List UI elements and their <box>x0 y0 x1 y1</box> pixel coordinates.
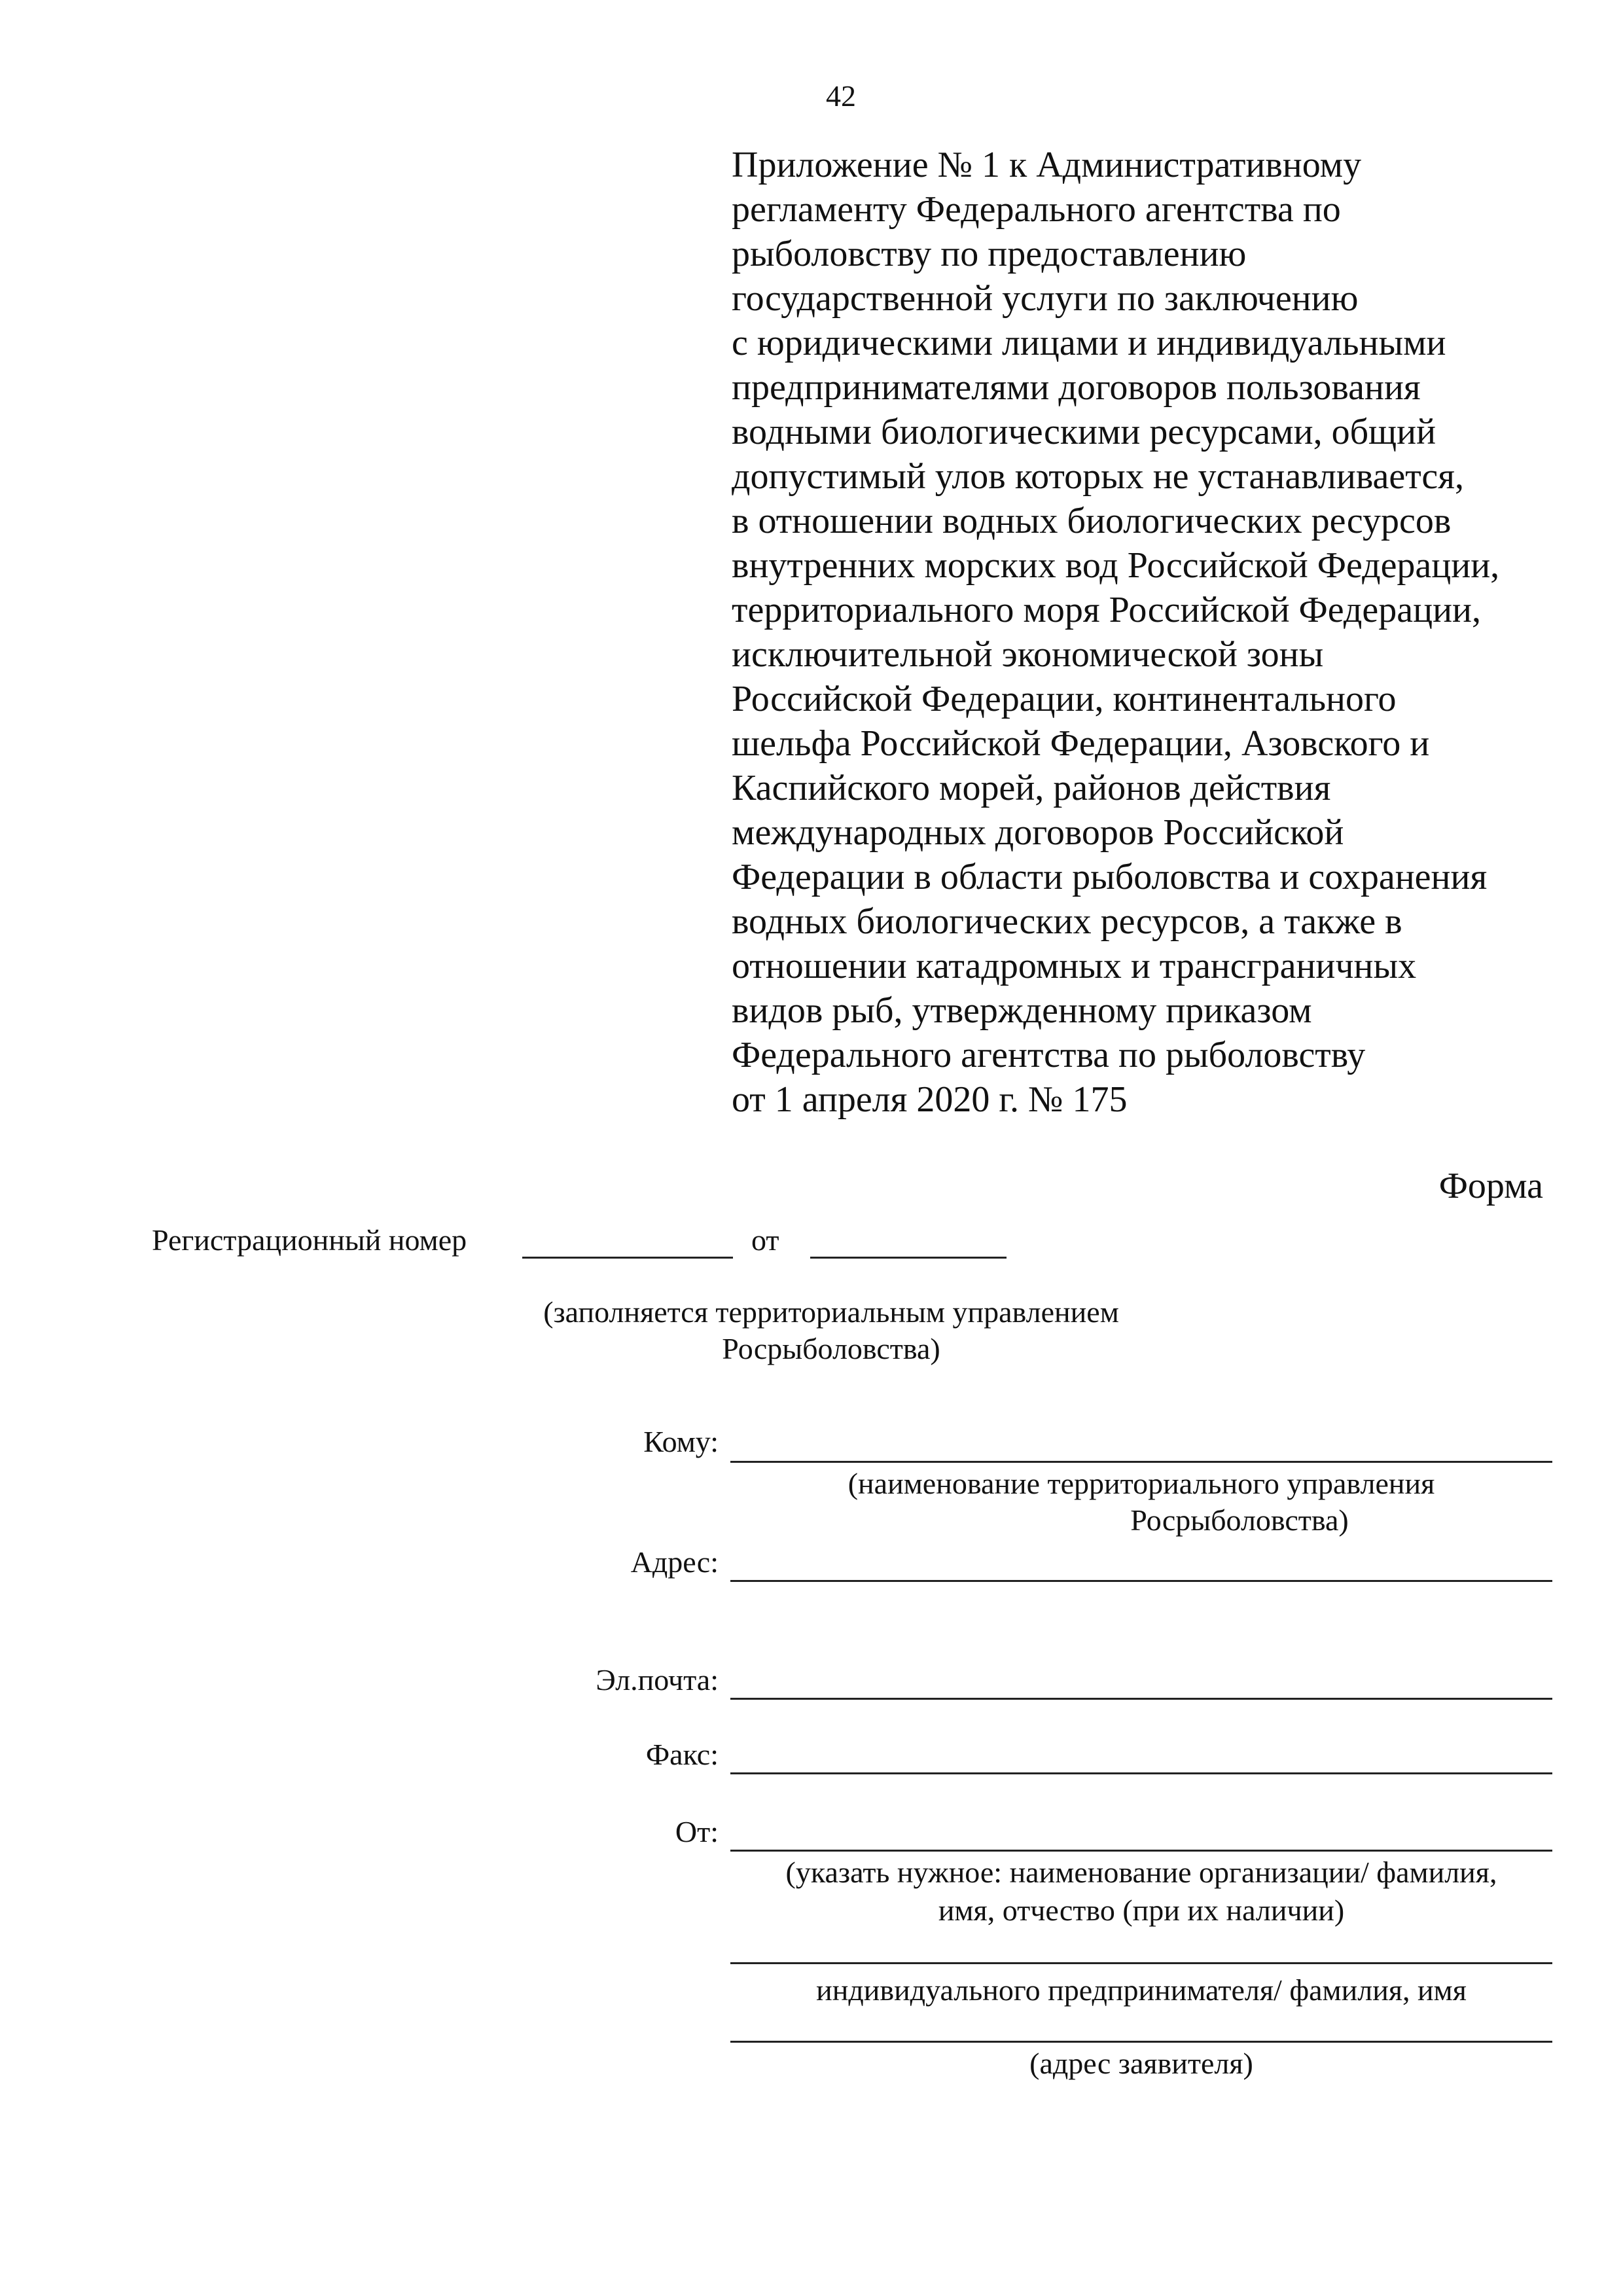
appendix-line: Федерации в области рыболовства и сохранения <box>732 857 1488 897</box>
fax-label: Факс: <box>645 1738 719 1771</box>
appendix-line: в отношении водных биологических ресурсов <box>732 501 1452 541</box>
appendix-line: отношении катадромных и трансграничных <box>732 946 1417 986</box>
appendix-line: водными биологическими ресурсами, общий <box>732 412 1436 452</box>
to-label: Кому: <box>643 1425 719 1458</box>
appendix-line: от 1 апреля 2020 г. № 175 <box>732 1079 1128 1120</box>
form-label: Форма <box>1438 1166 1543 1206</box>
email-field[interactable] <box>730 1698 1552 1700</box>
appendix-line: международных договоров Российской <box>732 812 1344 853</box>
appendix-line: государственной услуги по заключению <box>732 278 1359 319</box>
appendix-line: Приложение № 1 к Административному <box>732 145 1362 185</box>
to-field[interactable] <box>730 1461 1552 1463</box>
to-note-line2: Росрыболовства) <box>1130 1503 1349 1537</box>
registration-date-field[interactable] <box>810 1257 1007 1259</box>
appendix-line: водных биологических ресурсов, а также в <box>732 901 1402 942</box>
appendix-line: рыболовству по предоставлению <box>732 234 1247 274</box>
appendix-line: Российской Федерации, континентального <box>732 679 1397 719</box>
appendix-line: видов рыб, утвержденному приказом <box>732 990 1312 1031</box>
appendix-header <box>732 143 1499 1122</box>
from-label: От: <box>675 1815 719 1848</box>
registration-note-line1: (заполняется территориальным управлением <box>543 1295 1119 1329</box>
appendix-line: шельфа Российской Федерации, Азовского и <box>732 723 1430 764</box>
applicant-address-note: (адрес заявителя) <box>1029 2047 1253 2080</box>
appendix-line: допустимый улов которых не устанавливается, <box>732 456 1465 497</box>
appendix-line: исключительной экономической зоны <box>732 634 1324 675</box>
appendix-line: внутренних морских вод Российской Федерации, <box>732 545 1500 586</box>
from-note-line3: индивидуального предпринимателя/ фамилия, имя <box>816 1973 1467 2007</box>
appendix-line: с юридическими лицами и индивидуальными <box>732 323 1446 363</box>
page-number: 42 <box>826 79 856 113</box>
appendix-line: Каспийского морей, районов действия <box>732 768 1331 808</box>
address-label: Адрес: <box>630 1545 719 1579</box>
from-field[interactable] <box>730 1850 1552 1852</box>
from-note-line2: имя, отчество (при их наличии) <box>938 1893 1345 1927</box>
from-field-line2[interactable] <box>730 1962 1552 1964</box>
registration-from-label: от <box>751 1223 779 1257</box>
address-field[interactable] <box>730 1580 1552 1582</box>
appendix-line: предпринимателями договоров пользования <box>732 367 1421 408</box>
appendix-line: территориального моря Российской Федерации, <box>732 590 1482 630</box>
appendix-line: Федерального агентства по рыболовству <box>732 1035 1366 1075</box>
registration-label: Регистрационный номер <box>152 1223 467 1257</box>
to-note-line1: (наименование территориального управления <box>847 1467 1435 1500</box>
registration-number-field[interactable] <box>522 1257 733 1259</box>
applicant-address-field[interactable] <box>730 2041 1552 2043</box>
email-label: Эл.почта: <box>596 1663 719 1696</box>
from-note-line1: (указать нужное: наименование организации/ фамилия, <box>785 1856 1497 1889</box>
fax-field[interactable] <box>730 1772 1552 1774</box>
appendix-line: регламенту Федерального агентства по <box>732 189 1341 230</box>
registration-note-line2: Росрыболовства) <box>722 1332 940 1365</box>
